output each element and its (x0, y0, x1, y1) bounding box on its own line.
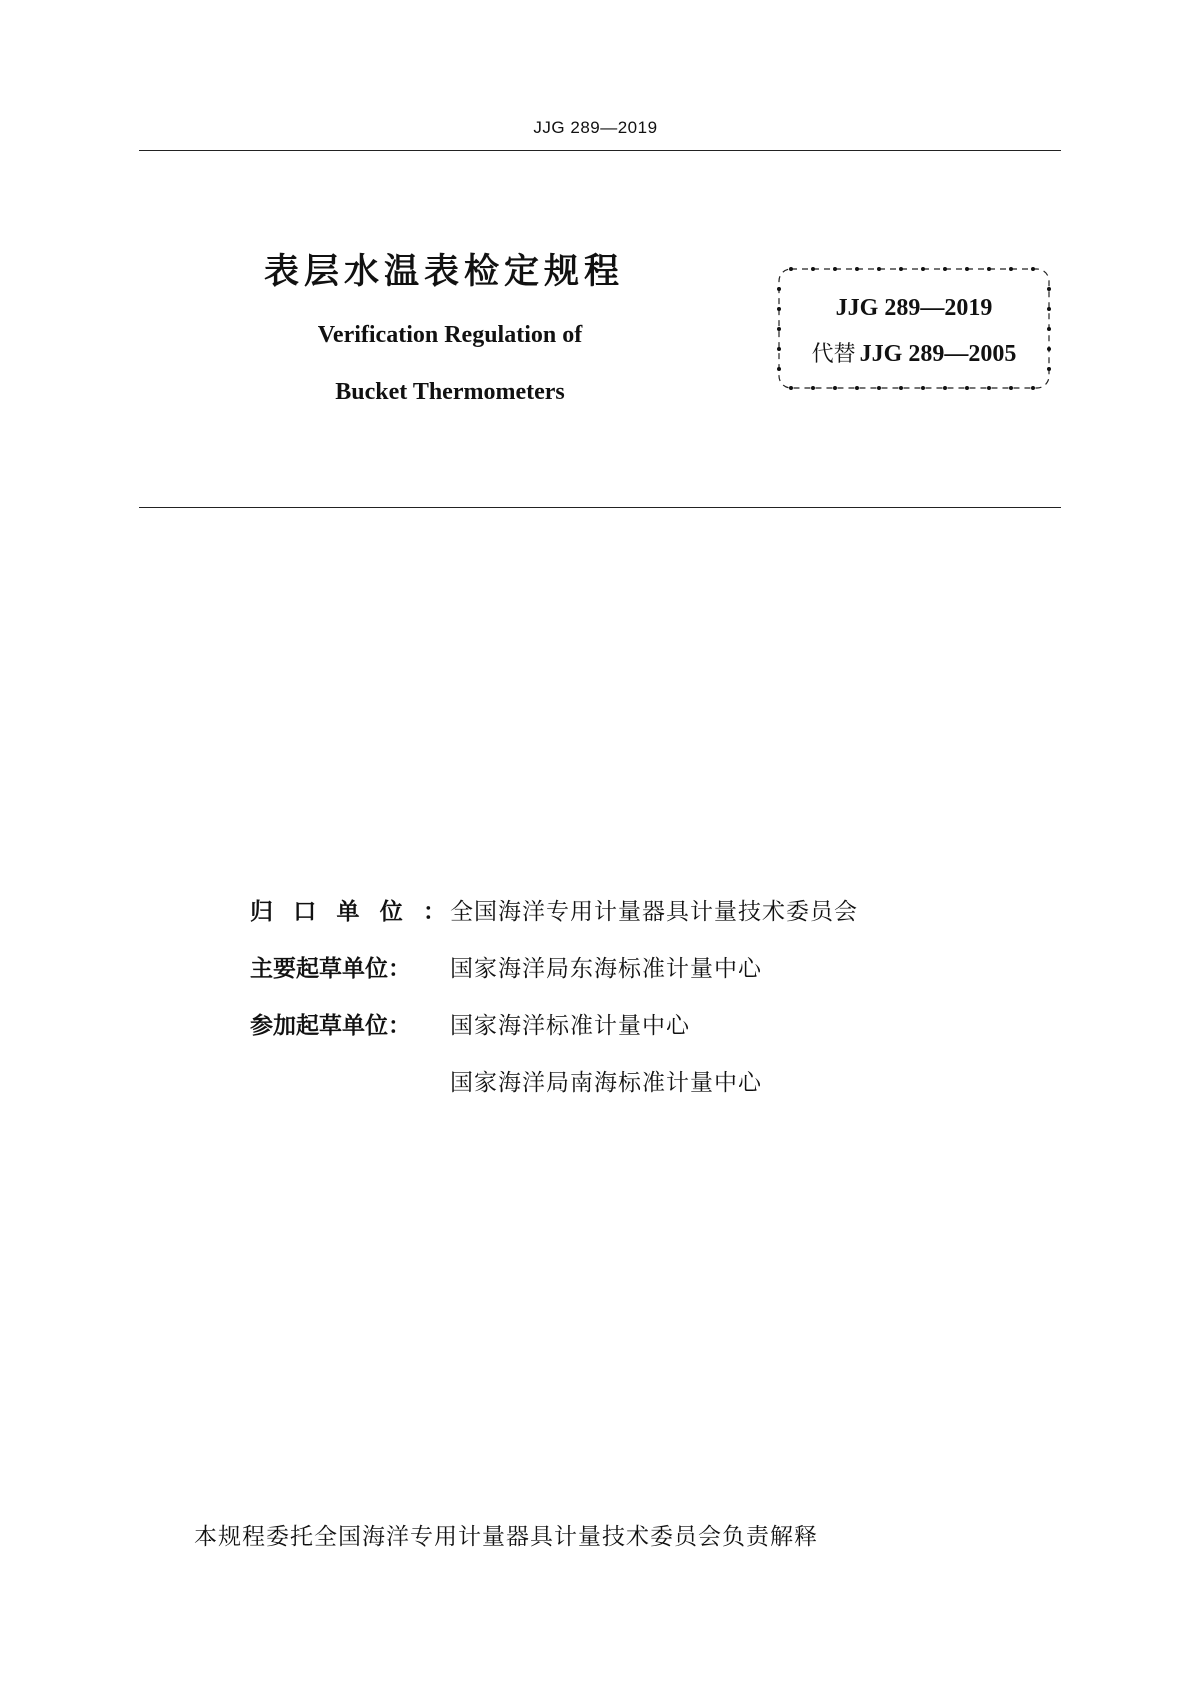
border-dot (877, 267, 881, 271)
border-dot (811, 386, 815, 390)
org-label: 归口单位： (250, 899, 446, 925)
border-dot (855, 386, 859, 390)
org-value: 国家海洋局东海标准计量中心 (450, 956, 762, 982)
border-dot (877, 386, 881, 390)
border-dot (899, 386, 903, 390)
decorative-border (775, 265, 1053, 392)
border-dot (833, 267, 837, 271)
border-dot (1031, 386, 1035, 390)
border-dot (921, 267, 925, 271)
border-dot (855, 267, 859, 271)
border-dot (833, 386, 837, 390)
border-dot (1047, 287, 1051, 291)
border-dot (789, 267, 793, 271)
replaces-code: JJG 289—2005 (859, 341, 1017, 367)
org-value: 国家海洋局南海标准计量中心 (450, 1070, 762, 1096)
standard-code: JJG 289—2019 (835, 295, 993, 321)
border-dot (777, 327, 781, 331)
standard-code-box (775, 265, 1053, 392)
border-dot (1031, 267, 1035, 271)
middle-divider (139, 507, 1061, 508)
replaces-prefix: 代替 (811, 342, 856, 367)
border-dot (943, 267, 947, 271)
org-value: 全国海洋专用计量器具计量技术委员会 (450, 899, 858, 925)
org-label: 参加起草单位： (250, 1013, 411, 1039)
border-dot (965, 386, 969, 390)
header-standard-code: JJG 289—2019 (533, 118, 658, 137)
border-dot (965, 267, 969, 271)
border-dot (1009, 386, 1013, 390)
org-label: 主要起草单位： (250, 956, 411, 982)
top-divider (139, 150, 1061, 151)
replaces-line (775, 337, 1053, 368)
title-english-line1: Verification Regulation of (317, 322, 583, 348)
title-chinese: 表层水温表检定规程 (264, 252, 625, 292)
interpretation-note: 本规程委托全国海洋专用计量器具计量技术委员会负责解释 (194, 1524, 818, 1550)
border-dot (943, 386, 947, 390)
border-dot (1047, 327, 1051, 331)
border-dot (789, 386, 793, 390)
border-dot (921, 386, 925, 390)
border-dot (811, 267, 815, 271)
title-english-line2: Bucket Thermometers (335, 379, 565, 405)
border-dot (987, 386, 991, 390)
org-value: 国家海洋标准计量中心 (450, 1013, 690, 1039)
border-dot (899, 267, 903, 271)
border-dot (1009, 267, 1013, 271)
border-dot (777, 287, 781, 291)
border-dot (987, 267, 991, 271)
